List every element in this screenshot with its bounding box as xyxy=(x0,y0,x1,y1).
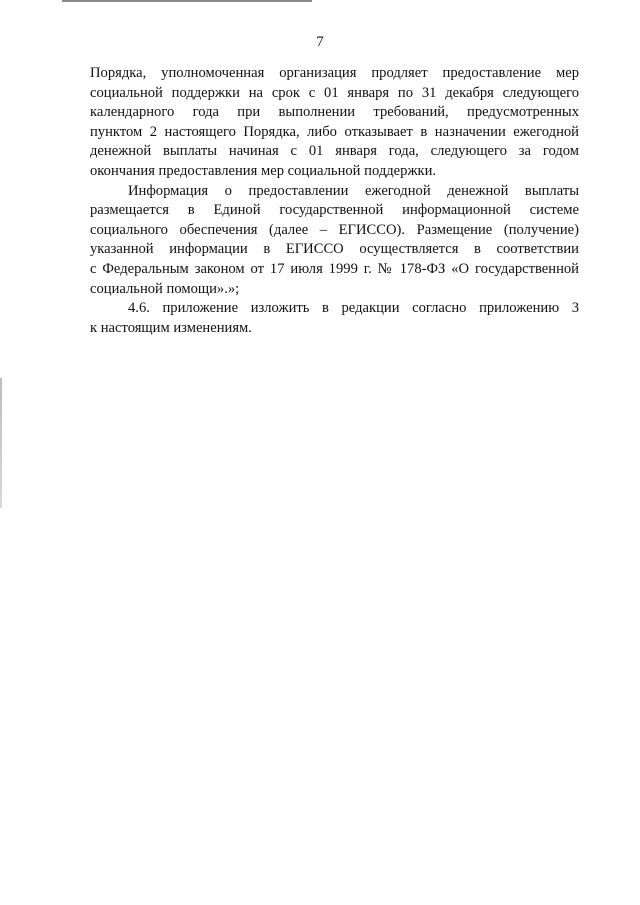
scan-edge-mark xyxy=(0,378,2,508)
text-line: социальной поддержки на срок с 01 января по 31 декабря следующего xyxy=(90,84,579,101)
text-line: окончания предоставления мер социальной поддержки. xyxy=(90,162,437,179)
text-line: размещается в Единой государственной информационной системе xyxy=(90,202,579,219)
page-number: 7 xyxy=(316,34,324,50)
text-line: Информация о предоставлении ежегодной денежной выплаты xyxy=(128,182,579,199)
text-line: календарного года при выполнении требований, предусмотренных xyxy=(90,104,579,121)
document-body xyxy=(90,64,579,338)
text-line: пунктом 2 настоящего Порядка, либо отказывает в назначении ежегодной xyxy=(90,123,579,140)
text-line: к настоящим изменениям. xyxy=(90,319,252,336)
paragraph-1 xyxy=(90,64,579,182)
text-line: Порядка, уполномоченная организация продляет предоставление мер xyxy=(90,65,579,81)
text-line: указанной информации в ЕГИССО осуществляется в соответствии xyxy=(90,241,579,258)
text-line: 4.6. приложение изложить в редакции согласно приложению 3 xyxy=(128,300,579,317)
top-rule xyxy=(62,0,312,2)
text-line: социальной помощи».»; xyxy=(90,280,240,297)
text-line: денежной выплаты начиная с 01 января года, следующего за годом xyxy=(90,143,579,160)
paragraph-2 xyxy=(90,182,579,300)
text-line: с Федеральным законом от 17 июля 1999 г. № 178-ФЗ «О государственной xyxy=(90,260,579,277)
paragraph-3 xyxy=(90,299,579,338)
text-line: социального обеспечения (далее – ЕГИССО). Размещение (получение) xyxy=(90,221,579,238)
